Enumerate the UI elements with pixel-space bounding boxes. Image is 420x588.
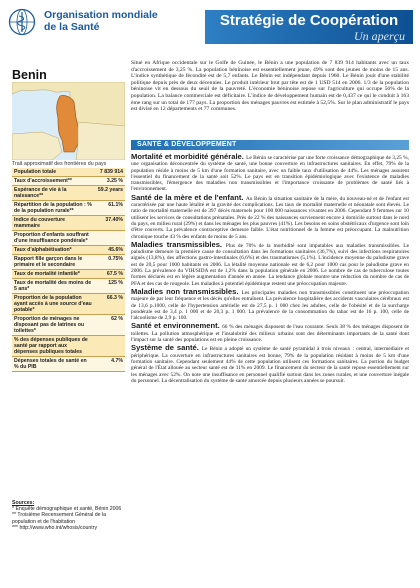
article-heading: Maladies non transmissibles. — [131, 286, 242, 296]
map-illustration — [12, 82, 125, 160]
stat-row — [12, 177, 125, 186]
who-emblem-icon — [8, 8, 36, 36]
source-line: ** Troisième Recensement Général de la population et de l'habitation — [12, 512, 106, 525]
stat-value: 4.7% — [111, 358, 123, 364]
country-map — [12, 82, 125, 160]
article-body: Plus de 70% de la morbidité sont imputables aux maladies transmissibles. Le paludisme demeure la première cause de consultation dans les formations sanitaires (36,7%), suivi des infections respiratoires aiguës (13,8%), des affections gastro-intestinales (6,6%) et des traumatismes (5,1%). L'incidence moyenne du paludisme grave est de 20,5 pour 1000 habitants en 2006. La létalité moyenne nationale est de 6,2 pour 1000 cas pour le paludisme grave en 2006. La prévalence du VIH/SIDA est de 1,2% dans la population générale en 2006. Le nombre de cas de tuberculose toutes formes déclarés est en légère augmentation d'année en année. La tendance globale montre une réduction du nombre de cas de PFA et des cas de rougeole. Les maladies à potentiel épidémique restent une préoccupation majeure. — [131, 242, 409, 287]
stat-row — [12, 279, 125, 294]
article — [131, 323, 409, 343]
page-title: Stratégie de Coopération — [219, 12, 399, 29]
country-name: Benin — [12, 68, 47, 82]
stat-row — [12, 336, 125, 357]
article-heading: Système de santé. — [131, 343, 202, 353]
stat-label: Proportion d'enfants souffrant d'une insuffisance pondérale* — [14, 232, 89, 244]
article-body: Au Bénin la situation sanitaire de la mère, du nouveau-né et de l'enfant est caractérisée par une haute létalité et la gravité des complications. Les taux de mortalité maternelle et néonatale sont élevés. Le ratio de mortalité maternelle est de 397 décès maternels pour 100 000 naissances vivantes en 2006. Cependant 9 femmes sur 10 utilisent les services de consultations prénatales. Près de 22 % des naissances surviennent encore à domicile surtout dans le nord du pays, en milieu rural (29%) et dans les ménages les plus pauvres (41%). Les besoins en soins obstétricaux d'urgence sont loin d'être couverts. La prévalence contraceptive demeure faible. L'état nutritionnel de la femme est préoccupant. La malnutrition chronique touche 43 % des enfants de moins de 5 ans. — [131, 195, 409, 240]
article-body: Le Bénin a adopté un système de santé pyramidal à trois niveaux : central, intermédiaire et périphérique. La couverture en infrastructures sanitaires est bonne, 79% de la population résidant à moins de 5 km d'une formation sanitaire. Cependant seulement 44% de cette population utilisent ces formations sanitaires. La portion du budget général de l'État allouée au secteur santé est de 11% en 2009. Le financement du secteur de la santé repose essentiellement sur les ménages avec 52%. On note une insuffisance en personnel qualifié surtout dans les zones rurales, et une couverture inégale du personnel. La décentralisation du système de santé amorcée depuis plusieurs années se poursuit. — [131, 346, 409, 384]
article-body: Le Bénin se caractérise par une forte croissance démographique de 3,25 %, une organisation déconcentrée du système de santé, une bonne couverture en infrastructures sanitaires. En effet, 79% de la population réside à moins de 5 km d'une formation sanitaire, avec un faible taux d'utilisation de 44%. Les ménages assurent l'essentiel du financement de la santé soit 52%. Le pays est en transition épidémiologique avec l'existence de maladies transmissibles, l'émergence des maladies non transmissibles et l'importance croissante de problèmes de santé liés à l'environnement. — [131, 155, 409, 193]
organisation-name: Organisation mondiale de la Santé — [44, 9, 158, 33]
articles-column — [131, 154, 409, 386]
stat-value: 59.2 years — [97, 187, 123, 193]
article-heading: Santé de la mère et de l'enfant. — [131, 192, 246, 202]
stat-label: Espérance de vie à la naissance** — [14, 187, 67, 199]
stat-label: Répartition de la population : % de la population rurale** — [14, 202, 92, 214]
source-line: * Enquête démographique et santé, Bénin 2006 — [12, 506, 122, 513]
article-heading: Mortalité et morbidité générale. — [131, 152, 247, 161]
stat-row — [12, 357, 125, 372]
stat-value: 3.25 % — [106, 178, 123, 184]
title-banner — [205, 10, 413, 44]
article — [131, 239, 409, 287]
article-heading: Maladies transmissibles. — [131, 239, 226, 249]
stat-label: Rapport fille garçon dans le primaire et le secondaire — [14, 256, 83, 268]
stat-row — [12, 186, 125, 201]
stat-row — [12, 315, 125, 336]
stat-label: Indice du couverture mammaire — [14, 217, 66, 229]
stat-label: Population totale — [14, 169, 57, 175]
stat-label: Proportion de ménages ne disposant pas de latrines ou toilettes* — [14, 316, 85, 334]
stat-label: Taux d'alphabétisation* — [14, 247, 72, 253]
sources-block — [12, 500, 127, 531]
stat-label: Dépenses totales de santé en % du PIB — [14, 358, 87, 370]
stat-row — [12, 294, 125, 315]
stat-row — [12, 168, 125, 177]
article — [131, 345, 409, 384]
stat-value: 61.1% — [108, 202, 123, 208]
article-body: Les principales maladies non transmissibles constituent une préoccupation majeure de par leur fréquence et les décès qu'elles entraînent. La prévalence hospitalière des accidents vasculaires cérébraux est de 13,6 p.1000, celle de l'hypertension artérielle est de 27,5 p. 1 000 chez les adultes, celle de l'obésité et de la surcharge pondérale est de 3,4 p. 1 000 et de 20,3 p. 1 000. La prévalence de la consommation du tabac est de 16 p. 100, celle de l'alcoolisme de 2,9 p. 100. — [131, 289, 409, 322]
stat-value: 37.40% — [105, 217, 123, 223]
article — [131, 192, 409, 240]
article-heading: Santé et environnement. — [131, 321, 223, 331]
stat-row — [12, 231, 125, 246]
intro-paragraph: Situé en Afrique occidentale sur le Golfe de Guinée, le Bénin a une population de 7 839 914 habitants avec un taux d'accroissement de 3,25 %. La population béninoise est essentiellement jeune, 49% sont des jeunes de moins de 15 ans. L'indice synthétique de fécondité est de 5,7 enfants. Le Bénin est indépendant depuis 1960. Le Bénin jouit d'une stabilité politique depuis près de deux décennies. Le produit intérieur brut par tête est de 1 USD 514 en 2006. 1/3 de la population béninoise vit en dessous du seuil de la pauvreté. L'économie béninoise repose sur l'agriculture qui occupe 56% de la population. La balance commerciale est déficitaire. L'indice de développement humain est de 0,437 ce qui le conduit à 163 ème rang sur un total de 177 pays. La proportion des ménages pauvres est estimée à 52,5%. Sur le plan administratif le pays est divisé en 12 départements et 77 communes. — [131, 60, 409, 113]
stat-row — [12, 201, 125, 216]
article-body: 66 % des ménages disposent de l'eau courante. Seuls 38 % des ménages disposent de toilettes. La pollution atmosphérique et l'insalubrité des milieux urbains sont des déterminants importants de la santé dont l'impact sur la santé des populations est en pleine croissance. — [131, 324, 409, 344]
stat-row — [12, 216, 125, 231]
stat-value: 66.3 % — [106, 295, 123, 301]
statistics-table — [12, 168, 125, 372]
stat-value: 45.6% — [108, 247, 123, 253]
stat-value: 62 % — [111, 316, 123, 322]
map-caption: Trait approximatif des frontières du pays — [12, 161, 107, 167]
stat-value: 7 839 914 — [99, 169, 123, 175]
stat-label: Taux de mortalité des moins de 5 ans* — [14, 280, 92, 292]
stat-label: % des dépenses publiques de santé par rapport aux dépenses publiques totales — [14, 337, 88, 355]
sources-title: Sources: — [12, 500, 35, 506]
article — [131, 154, 409, 193]
stat-label: Taux de mortalité infantile* — [14, 271, 80, 277]
stat-label: Taux d'accroissement** — [14, 178, 72, 184]
stat-value: 67.5 % — [106, 271, 123, 277]
source-link[interactable]: *** http://www.who.int/whosis/country — [12, 524, 98, 531]
article — [131, 286, 409, 322]
stat-label: Proportion de la population ayant accès à une source d'eau potable* — [14, 295, 92, 313]
stat-row — [12, 255, 125, 270]
stat-value: 125 % — [108, 280, 123, 286]
section-header — [131, 140, 409, 150]
page-subtitle: Un aperçu — [354, 29, 405, 43]
stat-row — [12, 270, 125, 279]
stat-value: 0.75% — [108, 256, 123, 262]
page-header — [0, 0, 420, 46]
stat-row — [12, 246, 125, 255]
section-title: SANTÉ & DÉVELOPPEMENT — [137, 141, 237, 148]
